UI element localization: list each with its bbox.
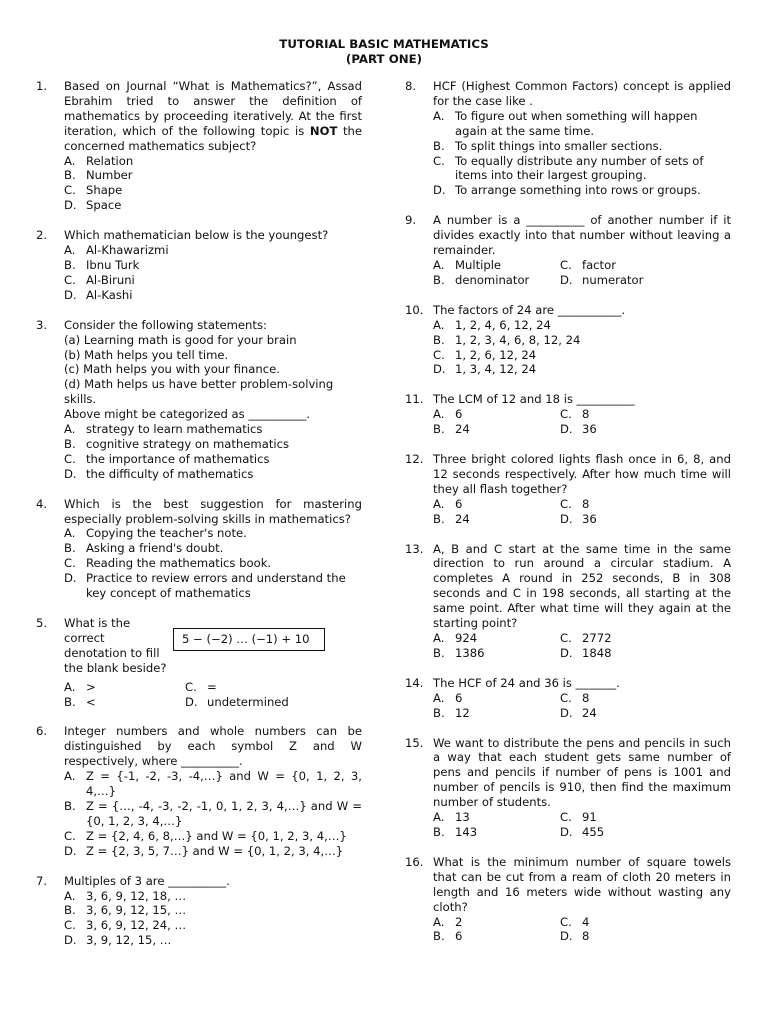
question-5 <box>36 616 362 709</box>
option-a: A. Copying the teacher's note. <box>64 526 247 541</box>
left-column <box>36 79 362 948</box>
question-text: The LCM of 12 and 18 is __________ <box>433 392 635 407</box>
question-number: 3. <box>36 317 48 332</box>
question-text: A, B and C start at the same time in the same direction to run around a circular stadium. A completes A round in 252 seconds, B in 308 seconds and C in 198 seconds, all starting at the same point. After what time will they again at the starting point? <box>433 541 731 631</box>
question-13 <box>405 542 731 661</box>
option-b: B. denominator <box>433 272 530 287</box>
question-text: A number is a __________ of another number if it divides exactly into that number without leaving a remainder. <box>433 213 731 258</box>
title-line-1: TUTORIAL BASIC MATHEMATICS <box>279 37 489 51</box>
options-grid <box>433 497 731 527</box>
option-a: A. 3, 6, 9, 12, 18, … <box>64 888 187 903</box>
option-a: A. strategy to learn mathematics <box>64 422 263 437</box>
options-grid <box>433 407 731 437</box>
option-b: B. Z = {…, -4, -3, -2, -1, 0, 1, 2, 3, 4,…} and W = {0, 1, 2, 3, 4,…} <box>64 798 362 828</box>
options-grid <box>433 258 731 288</box>
question-number: 8. <box>405 79 417 93</box>
question-number: 12. <box>405 452 424 467</box>
option-b: B. 24 <box>433 511 470 526</box>
question-7 <box>36 874 362 949</box>
question-number: 10. <box>405 302 424 317</box>
option-b: B. 6 <box>433 929 463 944</box>
option-b: B. 24 <box>433 422 470 437</box>
option-b: B. Ibnu Turk <box>64 257 140 272</box>
option-a: A. 6 <box>433 407 463 422</box>
option-c: C. Al-Biruni <box>64 272 135 287</box>
option-d: D. Z = {2, 3, 5, 7…} and W = {0, 1, 2, 3, 4,…} <box>64 843 344 858</box>
question-number: 16. <box>405 854 424 869</box>
question-text: We want to distribute the pens and pencils in such a way that each student gets same number of pens and pencils if number of pens is 1001 and number of pencils is 910, then find the maximum number of students. <box>433 735 731 810</box>
option-d: D. 1, 3, 4, 12, 24 <box>433 362 537 377</box>
option-c: C. 91 <box>560 810 597 825</box>
option-a: A. 2 <box>433 914 463 929</box>
page-title <box>0 37 768 66</box>
option-c: C. Reading the mathematics book. <box>64 556 272 571</box>
option-c: C. 8 <box>560 690 590 705</box>
option-a: A. 6 <box>433 496 463 511</box>
question-number: 1. <box>36 79 48 93</box>
question-2 <box>36 228 362 303</box>
option-a: A. Multiple <box>433 257 502 272</box>
option-c: C. Z = {2, 4, 6, 8,…} and W = {0, 1, 2, 3, 4,…} <box>64 828 347 843</box>
options-grid <box>433 810 731 840</box>
statement-b: (b) Math helps you tell time. <box>64 347 229 362</box>
option-d: D. 455 <box>560 824 605 839</box>
option-b: B. < <box>64 694 96 709</box>
option-c: C. factor <box>560 257 616 272</box>
option-a: A. 1, 2, 4, 6, 12, 24 <box>433 317 551 332</box>
question-number: 6. <box>36 724 48 739</box>
option-b: B. To split things into smaller sections. <box>433 138 663 153</box>
option-a: A. Relation <box>64 153 134 168</box>
question-10 <box>405 303 731 378</box>
question-12 <box>405 452 731 527</box>
options-grid <box>433 915 731 945</box>
question-number: 15. <box>405 735 424 750</box>
emphasis-text: NOT <box>309 123 338 138</box>
question-number: 7. <box>36 873 48 888</box>
option-d: D. the difficulty of mathematics <box>64 466 254 481</box>
question-11 <box>405 392 731 437</box>
option-a: A. 924 <box>433 631 478 645</box>
option-d: D. Space <box>64 198 122 213</box>
question-text: The HCF of 24 and 36 is _______. <box>433 675 620 690</box>
option-c: C. = <box>185 679 217 694</box>
option-a: A. 13 <box>433 810 470 825</box>
question-6 <box>36 724 362 858</box>
option-d: D. Practice to review errors and understand the key concept of mathematics <box>64 571 346 601</box>
option-b: B. 143 <box>433 824 478 839</box>
option-c: C. 1, 2, 6, 12, 24 <box>433 347 537 362</box>
option-b: B. 1, 2, 3, 4, 6, 8, 12, 24 <box>433 332 581 347</box>
option-b: B. 1386 <box>433 645 485 660</box>
option-b: B. Number <box>64 168 133 183</box>
option-d: D. numerator <box>560 272 644 287</box>
question-text: Multiples of 3 are __________. <box>64 873 230 888</box>
option-d: D. To arrange something into rows or groups. <box>433 183 701 198</box>
option-c: C. the importance of mathematics <box>64 451 270 466</box>
option-d: D. 8 <box>560 929 590 944</box>
option-c: C. 8 <box>560 496 590 511</box>
question-text: Integer numbers and whole numbers can be distinguished by each symbol Z and W respectively, where __________. <box>64 724 362 769</box>
options-grid <box>433 691 731 721</box>
option-c: C. 3, 6, 9, 12, 24, … <box>64 918 187 933</box>
question-8 <box>405 79 731 198</box>
question-text: Based on Journal “What is Mathematics?”, Assad Ebrahim tried to answer the definition of mathematics by proceeding iteratively. At the first iteration, which of the following topic is NOT the concerned mathematics subject? <box>64 79 362 153</box>
option-d: D. undetermined <box>185 694 289 709</box>
question-text: What is the minimum number of square towels that can be cut from a ream of cloth 20 meters in length and 16 meters wide without wasting any cloth? <box>433 854 731 914</box>
options-grid <box>64 680 362 710</box>
option-a: A. To figure out when something will happen again at the same time. <box>433 108 698 138</box>
options-grid <box>433 631 731 661</box>
option-a: A. Al-Khawarizmi <box>64 243 169 258</box>
question-number: 5. <box>36 616 48 630</box>
question-text: The factors of 24 are ___________. <box>433 302 626 317</box>
question-text: Which is the best suggestion for mastering especially problem-solving skills in mathematics? <box>64 496 362 526</box>
option-d: D. 36 <box>560 511 597 526</box>
statement-a: (a) Learning math is good for your brain <box>64 332 297 347</box>
option-a: A. > <box>64 679 96 694</box>
title-line-2: (PART ONE) <box>345 51 423 66</box>
question-number: 2. <box>36 228 48 243</box>
option-b: B. 12 <box>433 705 470 720</box>
option-d: D. 3, 9, 12, 15, … <box>64 933 172 948</box>
option-b: B. cognitive strategy on mathematics <box>64 436 290 451</box>
option-a: A. Z = {-1, -2, -3, -4,…} and W = {0, 1, 2, 3, 4,…} <box>64 769 362 799</box>
option-d: D. 24 <box>560 705 597 720</box>
option-c: C. To equally distribute any number of sets of items into their largest grouping. <box>433 153 704 183</box>
question-text: Three bright colored lights flash once in 6, 8, and 12 seconds respectively. After how much time will they all flash together? <box>433 452 731 496</box>
option-d: D. 1848 <box>560 645 612 660</box>
question-text: Consider the following statements: <box>64 317 267 332</box>
option-c: C. 8 <box>560 407 590 422</box>
option-d: D. 36 <box>560 422 597 437</box>
option-c: C. Shape <box>64 183 123 198</box>
question-prompt: Above might be categorized as __________. <box>64 407 311 422</box>
question-1 <box>36 79 362 213</box>
option-c: C. 2772 <box>560 631 612 645</box>
question-14 <box>405 676 731 721</box>
question-number: 4. <box>36 496 48 511</box>
option-b: B. 3, 6, 9, 12, 15, … <box>64 903 187 918</box>
question-4 <box>36 497 362 601</box>
question-number: 9. <box>405 213 417 228</box>
question-number: 14. <box>405 675 424 690</box>
question-number: 13. <box>405 541 424 556</box>
question-text: Which mathematician below is the youngest? <box>64 228 329 243</box>
option-a: A. 6 <box>433 690 463 705</box>
option-b: B. Asking a friend's doubt. <box>64 541 224 556</box>
question-3 <box>36 318 362 482</box>
expression-box: 5 − (−2) … (−1) + 10 <box>173 628 325 651</box>
statement-d: (d) Math helps us have better problem-solving skills. <box>64 377 334 407</box>
question-text: HCF (Highest Common Factors) concept is applied for the case like . <box>433 79 731 108</box>
statement-c: (c) Math helps you with your finance. <box>64 362 280 377</box>
question-15 <box>405 736 731 840</box>
option-c: C. 4 <box>560 914 590 929</box>
question-number: 11. <box>405 392 424 407</box>
question-9 <box>405 213 731 288</box>
question-16 <box>405 855 731 944</box>
right-column <box>405 79 731 944</box>
question-text: What is the correct denotation to fill the blank beside? <box>64 616 167 675</box>
option-d: D. Al-Kashi <box>64 287 133 302</box>
